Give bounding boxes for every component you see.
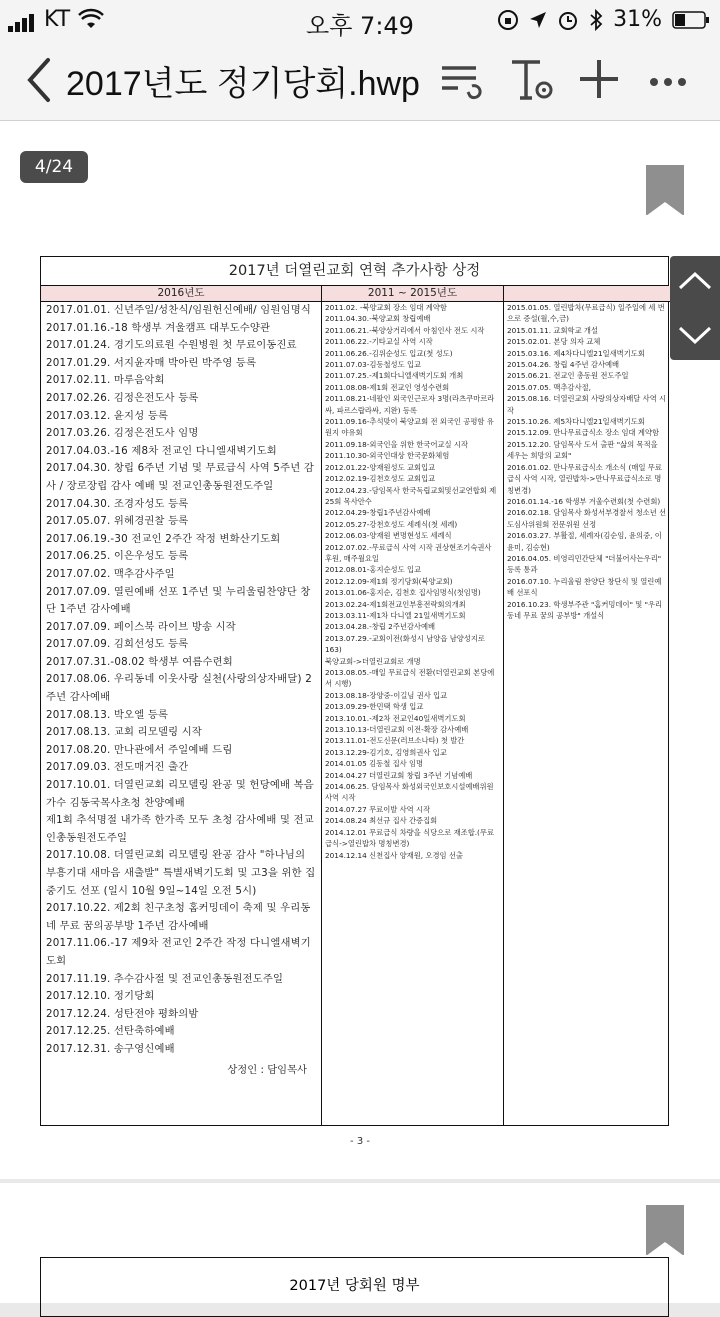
history-entry: 2011.08.21-네팔인 외국인근로자 3명(라츠쿠마르라싸, 파르스랍라싸, 지완) 등록 — [325, 394, 495, 415]
history-entry: 2017.10.08. 더열린교회 리모델링 완공 감사 "하나님의 부흥기대 새마음 새출발" 특별새벽기도회 및 고3을 위한 집중기도 선포 (일시 10월 9일~14일 오전 5시) — [46, 849, 316, 897]
document-viewer[interactable] — [0, 121, 720, 1294]
history-entry: 2017.01.16.-18 학생부 겨울캠프 대부도수양관 — [46, 321, 271, 334]
plus-icon — [576, 56, 626, 104]
column-header-blank — [504, 286, 670, 302]
history-entry: 2011.04.30.-북양교회 창립예배 — [325, 314, 431, 324]
history-entry: 2017.06.25. 이은우성도 등록 — [46, 550, 189, 563]
history-entry: 2013.04.28.-창립 2주년감사예배 — [325, 622, 436, 632]
history-entry: 2017.04.30. 조경자성도 등록 — [46, 497, 189, 510]
history-entry: 2017.03.26. 김정은전도사 임명 — [46, 427, 199, 440]
bluetooth-icon — [589, 9, 603, 31]
history-entry: 2017.07.09. 김희선성도 등록 — [46, 638, 189, 651]
history-entry: 2017.01.29. 서지윤자매 박아린 박주영 등록 — [46, 356, 257, 369]
next-document-page — [0, 1183, 720, 1303]
column-2016-list — [41, 302, 321, 1059]
history-entry: 2017.12.25. 선탄축하예배 — [46, 1025, 175, 1038]
location-icon — [529, 10, 547, 30]
status-bar — [0, 0, 720, 40]
page-indicator: 4/24 — [20, 151, 88, 183]
history-entry: 2012.08.01-홍지순성도 입교 — [325, 565, 422, 575]
history-entry: 2017.01.01. 신년주일/성찬식/임원헌신예배/ 임원임명식 — [46, 304, 312, 316]
history-entry: 2017.08.13. 교회 리모델링 시작 — [46, 726, 203, 739]
scroll-down-button[interactable] — [670, 308, 720, 360]
text-settings-icon — [508, 56, 558, 104]
history-entry: 2013.08.05.-매일 무료급식 전환(더열린교회 본당에서 시행) — [325, 668, 495, 689]
history-entry: 2017.02.26. 김정은전도사 등록 — [46, 391, 199, 404]
scroll-up-button[interactable] — [670, 256, 720, 308]
status-time: 오후 7:49 — [306, 12, 414, 40]
history-entry: 2015.12.09. 만나무료급식소 장소 임대 계약함 — [507, 428, 660, 438]
column-2011-2015 — [322, 286, 504, 1125]
add-button[interactable] — [576, 56, 626, 104]
chevron-left-icon — [20, 52, 60, 108]
column-2015-2016 — [504, 286, 670, 1125]
history-entry: 2016.03.27. 부활절, 세례자(김순임, 윤의중, 이윤미, 김승현) — [507, 531, 662, 552]
history-entry: 2017.06.19.-30 전교인 2주간 작정 변화산기도회 — [46, 532, 281, 545]
history-entry: 2017.12.31. 송구영신예배 — [46, 1042, 175, 1055]
history-entry: 2011.08.08-제1회 전교인 영성수련회 — [325, 382, 450, 392]
chevron-down-icon — [670, 308, 720, 360]
history-entry: 2017.10.01. 더열린교회 리모델링 완공 및 헌당예배 복음가수 김동국목사초청 찬양예배 — [46, 779, 314, 809]
history-entry: 2017.07.09. 페이스북 라이브 방송 시작 — [46, 620, 236, 633]
history-entry: 2013.02.24-제1회전교인부흥전략회의개최 — [325, 599, 466, 609]
history-entry: 2017.04.03.-16 제8차 전교인 다니엘새벽기도회 — [46, 444, 277, 457]
history-entry: 2013.12.29-김기호, 김영희권사 입교 — [325, 747, 447, 757]
history-entry: 2012.05.27-강천호성도 세례식(첫 세례) — [325, 519, 458, 529]
history-entry: 2011.09.16-추석맞이 북양교회 전 외국인 공평함 유원지 야유회 — [325, 417, 494, 438]
history-entry: 2017.09.03. 전도매거진 출간 — [46, 761, 189, 774]
history-entry: 2013.11.01-전도신문(러브소나타) 첫 발간 — [325, 736, 465, 746]
history-entry: 2017.07.02. 맥추감사주일 — [46, 567, 175, 580]
history-entry: 2017.07.09. 열린예배 선포 1주년 및 누리울림찬양단 창단 1주년 감사예배 — [46, 585, 311, 616]
history-entry: 2013.08.18-장양중-이길님 권사 입교 — [325, 690, 448, 700]
history-entry: 2013.07.29.-교회이전(화성시 남양읍 남양성지로 163) — [325, 633, 485, 655]
alarm-icon — [557, 9, 579, 31]
more-button[interactable] — [646, 56, 696, 104]
history-entry: 2013.09.29-한민택 학생 입교 — [325, 702, 424, 712]
status-right — [497, 7, 710, 32]
reflow-button[interactable] — [436, 56, 486, 104]
battery-icon — [672, 11, 710, 29]
history-entry: 2014.08.24 최선규 집사 간증집회 — [325, 816, 438, 826]
history-entry: 2014.01.05 김동철 집사 임명 — [325, 759, 424, 769]
history-entry: 2011.07.03-김동철성도 입교 — [325, 360, 422, 370]
signer-text: 상정인 : 담임목사 — [227, 1063, 307, 1076]
more-icon — [646, 56, 696, 104]
document-title: 2017년도 정기당회.hwp — [66, 65, 420, 103]
history-entry: 2014.12.01 무료급식 차량을 식당으로 재조합.(무료급식->열린밥차 명칭변경) — [325, 827, 495, 849]
history-entry: 2012.02.19-김천호성도 교회입교 — [325, 474, 436, 484]
next-page-title: 2017년 당회원 명부 — [40, 1257, 669, 1317]
history-entry: 2012.04.29-창립1주년감사예배 — [325, 508, 431, 518]
history-entry: 2017.01.24. 경기도의료원 수원병원 첫 무료이동진료 — [46, 339, 297, 352]
history-entry: 2012.12.09-제1회 정기당회(북양교회) — [325, 576, 453, 586]
history-entry: 2016.10.23. 학생부주관 "홈커밍데이" 및 "우리동네 무료 꿈의 공부방" 개설식 — [507, 599, 663, 620]
carrier-label: KT — [44, 7, 71, 32]
history-entry: 2011.10.30-외국인대상 한국문화체험 — [325, 451, 450, 461]
history-entry: 2017.08.06. 우리동네 이웃사랑 실천(사랑의상자배달) 2주년 감사예배 — [46, 673, 313, 704]
history-entry: 2017.12.24. 성탄전야 평화의밤 — [46, 1007, 199, 1020]
history-entry: 2017.02.11. 마루음악회 — [46, 374, 165, 387]
chevron-up-icon — [670, 256, 720, 308]
history-entry: 2014.07.27 무료이발 사역 시작 — [325, 804, 431, 814]
history-entry: 2017.03.12. 윤지성 등록 — [46, 409, 169, 422]
page-number: - 3 - — [350, 1136, 370, 1147]
toolbar — [0, 40, 720, 121]
history-entry: 2016.04.05. 비영리민간단체 "더불어사는우리" 등록 통과 — [507, 553, 662, 575]
history-entry: 2015.03.16. 제4차다니엘21일새벽기도회 — [507, 348, 645, 358]
document-page — [0, 121, 720, 1179]
history-entry: 2012.01.22-양재원성도 교회입교 — [325, 462, 436, 472]
history-entry: 2017.10.22. 제2회 친구초청 홈커밍데이 축제 및 우리동네 무료 꿈의공부방 1주년 감사예배 — [46, 902, 311, 932]
history-entry: 2016.01.02. 만나무료급식소 개소식 (매일 무료급식 사역 시작, 열린밥차->만나무료급식소로 명칭변경) — [507, 462, 662, 495]
history-entry: 2012.07.02.-무료급식 사역 시작 권상현조기숙권사 후원, 매주월요일 — [325, 542, 492, 563]
text-reflow-icon — [436, 56, 486, 104]
history-entry: 2014.12.14 신천집사 양재원, 오경임 선출 — [325, 850, 463, 860]
orientation-lock-icon — [497, 9, 519, 31]
history-entry: 2013.01.06-홍지순, 김천호 집사임명식(첫임명) — [325, 588, 481, 598]
history-table — [40, 256, 669, 1126]
history-entry: 2013.10.01.-제2차 전교인40일새벽기도회 — [325, 713, 466, 723]
history-entry: 2015.06.21. 전교인 총동원 전도주일 — [507, 371, 629, 381]
history-entry: 2017.08.13. 박오엘 등록 — [46, 708, 169, 721]
history-entry: 2013.03.11-제1차 다니엘 21일새벽기도회 — [325, 610, 466, 620]
history-entry: 2015.07.05. 맥추감사절, — [507, 382, 591, 392]
history-entry: 2015.04.26. 창립 4주년 감사예배 — [507, 360, 620, 370]
history-entry: 2015.02.01. 본당 의자 교체 — [507, 337, 601, 347]
history-entry: 2017.12.10. 정기당회 — [46, 990, 155, 1003]
history-entry: 2015.10.26. 제5차다니엘21일새벽기도회 — [507, 417, 645, 427]
history-entry: 2011.02. -북양교회 장소 임대 계약함 — [325, 303, 447, 312]
back-button[interactable] — [20, 52, 60, 108]
history-entry: 2011.06.22.-기타교실 사역 시작 — [325, 337, 433, 347]
history-entry: 2011.09.18-외국인을 위한 한국어교실 시작 — [325, 439, 469, 449]
history-entry: 2016.01.14.-16 학생부 겨울수련회(첫 수련회) — [507, 496, 661, 506]
history-entry: 2013.10.13-더열린교회 이전-확장 감사예배 — [325, 725, 469, 735]
text-settings-button[interactable] — [508, 56, 558, 104]
history-entry: 2016.07.10. 누리울림 찬양단 창단식 및 열린예배 선포식 — [507, 576, 662, 598]
column-2015-2016-list — [504, 302, 670, 621]
history-entry: 2011.07.25.-제1회다니엘새벽기도회 개최 — [325, 371, 464, 381]
history-entry: 제1회 추석명절 내가족 한가족 모두 초청 감사예배 및 전교인총동원전도주일 — [46, 814, 314, 844]
battery-percent: 31% — [613, 7, 662, 32]
history-entry: 2011.06.26.-김위순성도 입교(첫 성도) — [325, 348, 453, 358]
history-entry: 2015.01.05. 열린밥차(무료급식) 일주일에 세 번으로 증설(월,수,금) — [507, 303, 665, 324]
bookmark-icon[interactable] — [646, 1205, 684, 1255]
history-entry: 2014.04.27 더열린교회 창립 3주년 기념예배 — [325, 770, 473, 780]
history-entry: 2017.07.31.-08.02 학생부 여름수련회 — [46, 655, 233, 668]
history-entry: 2015.08.16. 더열린교회 사랑의상자배달 사역 시작 — [507, 394, 667, 415]
history-entry: 2011.06.21.-북양상거리에서 아침인사 전도 시작 — [325, 325, 485, 335]
column-2016 — [41, 286, 322, 1125]
history-entry: 2015.12.20. 담임목사 도서 출판 "삶의 목적을 세우는 희망의 교회" — [507, 439, 658, 461]
history-entry: 2017.04.30. 창립 6주년 기념 및 무료급식 사역 5주년 감사 / 장로장립 감사 예배 및 전교인총동원전도주일 — [46, 462, 315, 492]
page-scroll-control — [670, 256, 720, 360]
history-entry: 2012.04.23.-담임목사 한국독립교회및선교연합회 제25회 목사안수 — [325, 485, 497, 506]
bookmark-icon[interactable] — [646, 165, 684, 215]
history-entry: 북양교회->더열린교회로 개명 — [325, 656, 421, 666]
column-2011-2015-list — [322, 302, 503, 861]
history-entry: 2017.08.20. 만나관에서 주일예배 드림 — [46, 743, 233, 756]
table-title: 2017년 더열린교회 연혁 추가사항 상정 — [41, 257, 668, 286]
history-entry: 2017.11.19. 추수감사절 및 전교인총동원전도주일 — [46, 972, 284, 985]
history-entry: 2017.11.06.-17 제9차 전교인 2주간 작정 다니엘새벽기도회 — [46, 937, 311, 967]
history-entry: 2012.06.03-양재원 변명현성도 세례식 — [325, 531, 452, 541]
history-entry: 2017.05.07. 위혜경권찰 등록 — [46, 515, 189, 528]
history-entry: 2016.02.18. 담임목사 화성서부경찰서 청소년 선도심사위원회 전문위원 선정 — [507, 508, 667, 529]
history-entry: 2014.06.25. 담임목사 화성외국인보호시설예배위원 사역 시작 — [325, 782, 494, 803]
history-entry: 2015.01.11. 교회학교 개설 — [507, 325, 599, 335]
column-header-2011-2015: 2011 ~ 2015년도 — [322, 286, 503, 302]
column-header-2016: 2016년도 — [41, 286, 321, 302]
